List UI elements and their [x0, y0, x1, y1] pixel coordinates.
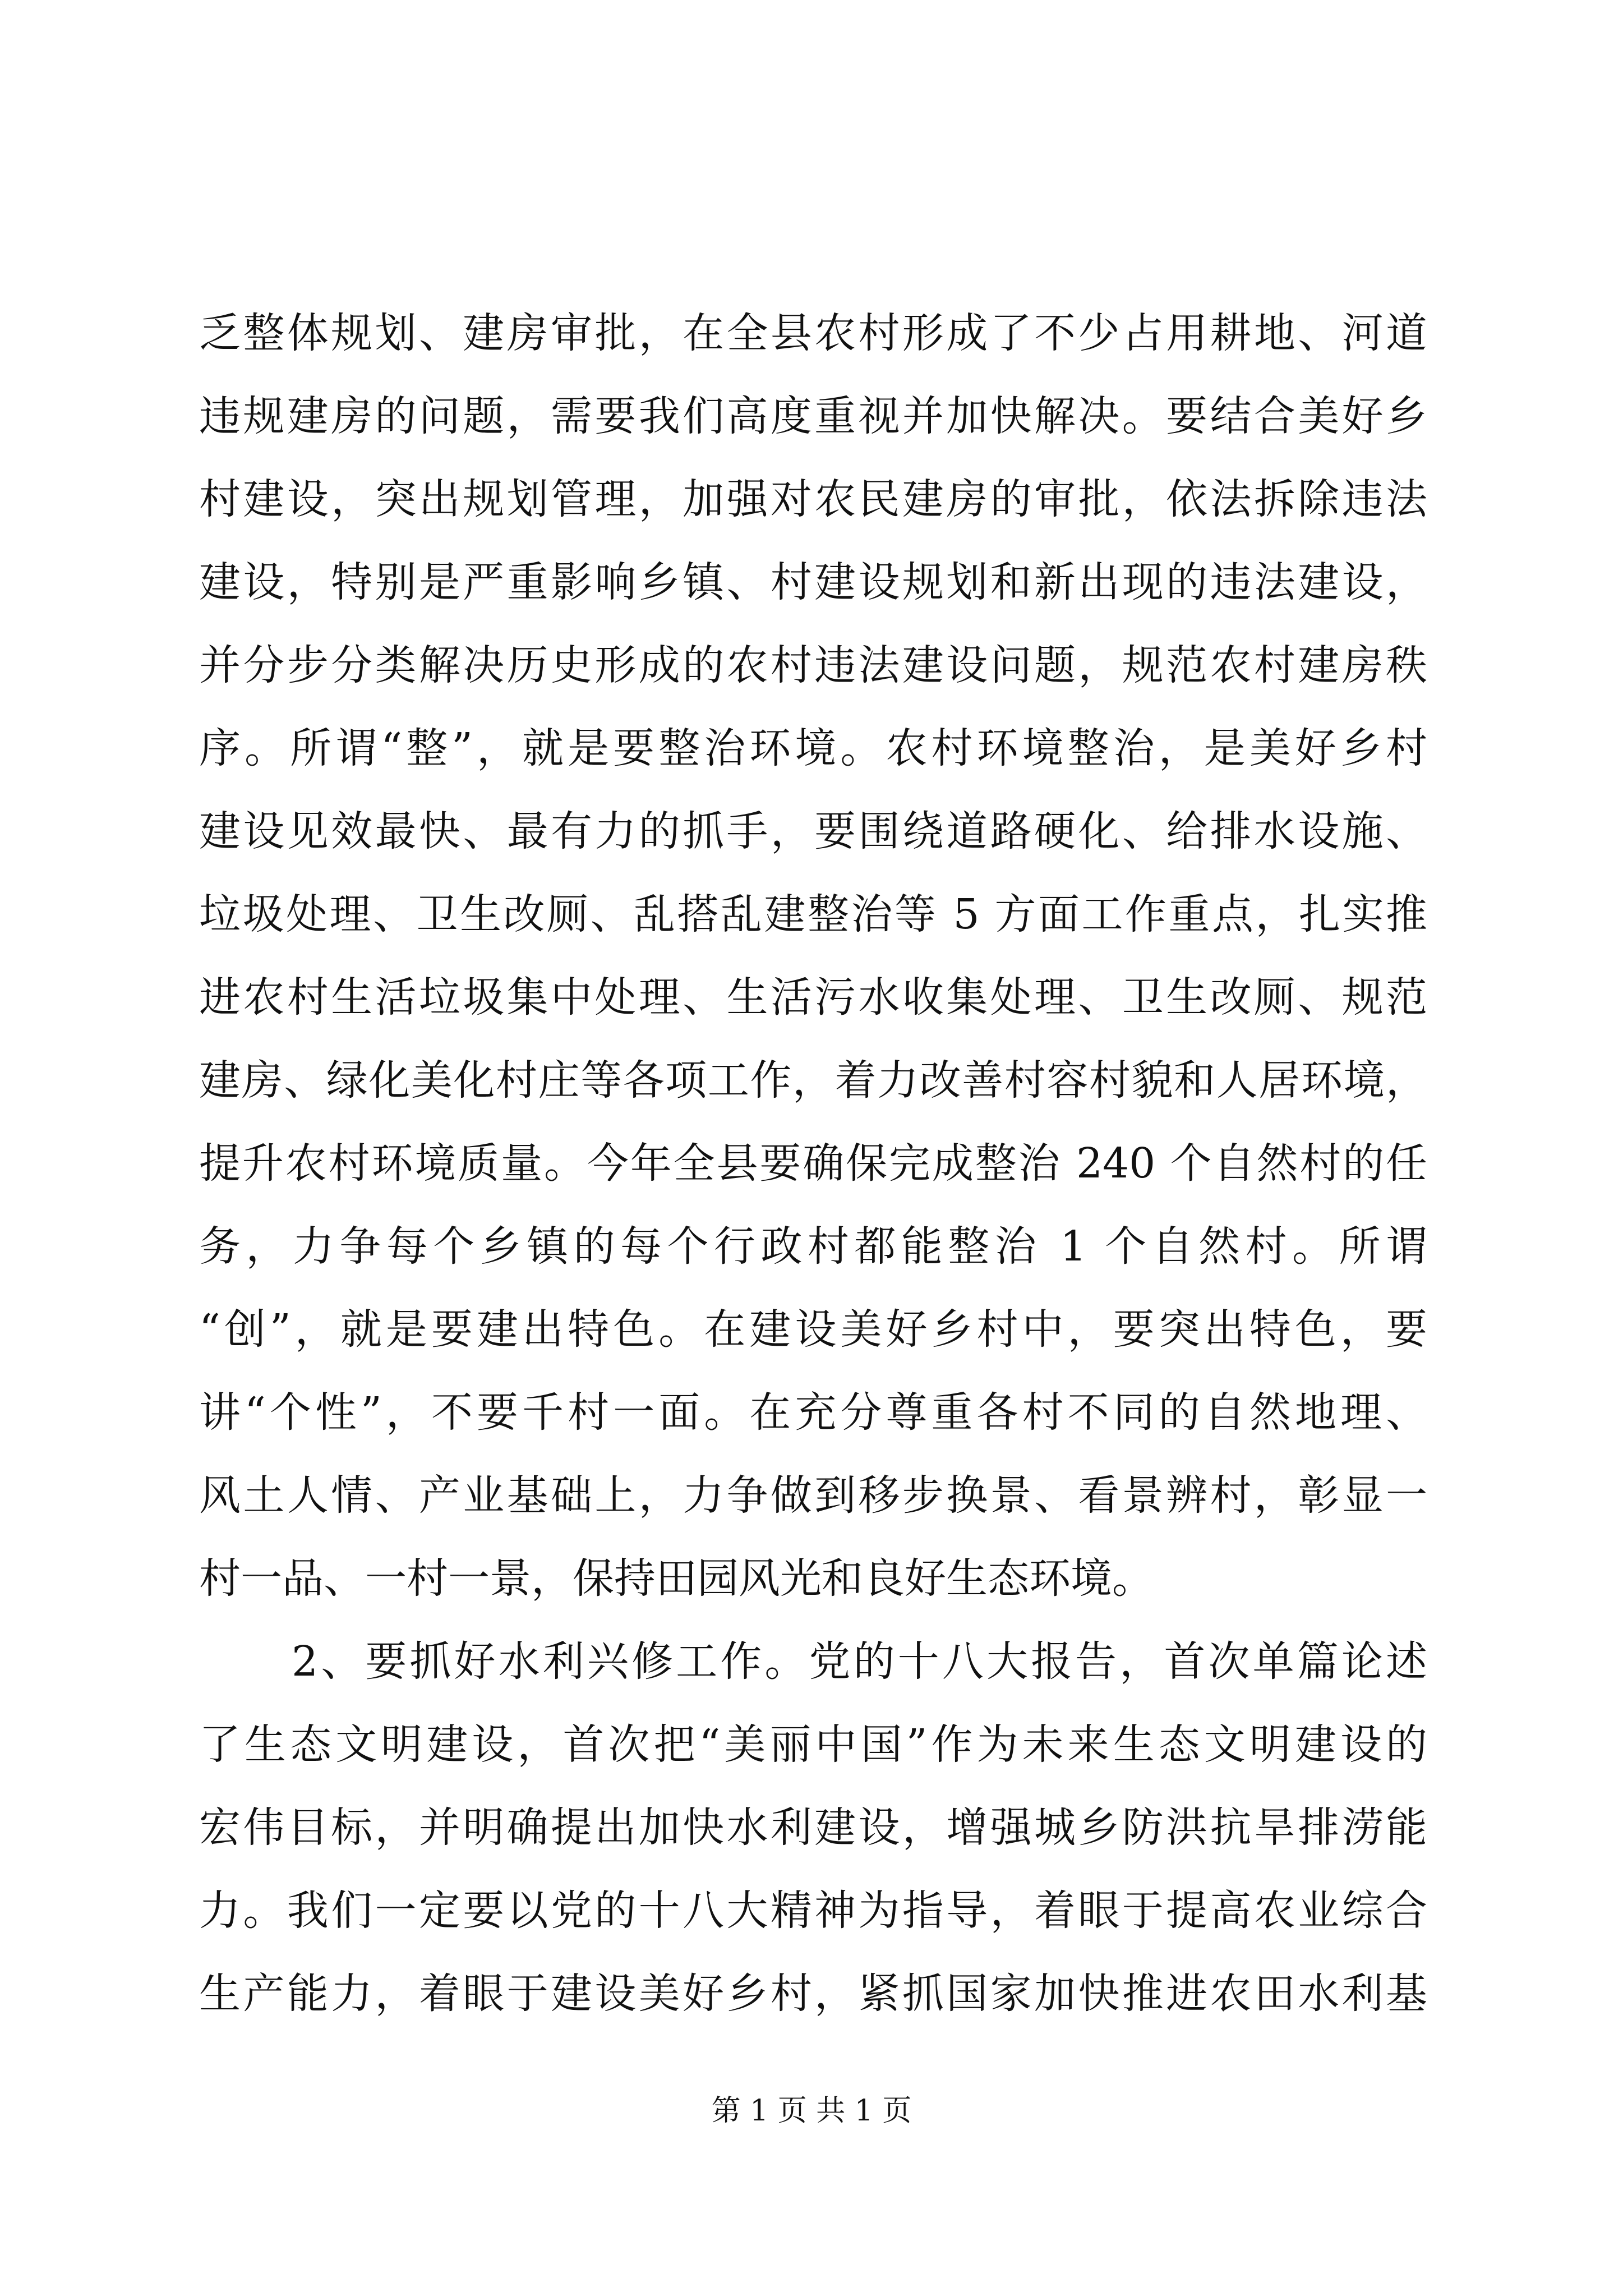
text-line: 建房、绿化美化村庄等各项工作，着力改善村容村貌和人居环境， — [199, 1056, 1427, 1105]
page-footer: 第 1 页 共 1 页 — [711, 2094, 912, 2128]
text-line: 垃圾处理、卫生改厕、乱搭乱建整治等 5 方面工作重点，扎实推 — [199, 890, 1427, 938]
text-line: 力。我们一定要以党的十八大精神为指导，着眼于提高农业综合 — [199, 1887, 1427, 1935]
text-line: 讲“个性”，不要千村一面。在充分尊重各村不同的自然地理、 — [199, 1388, 1427, 1437]
text-line: 提升农村环境质量。今年全县要确保完成整治 240 个自然村的任 — [199, 1139, 1427, 1188]
text-line: 并分步分类解决历史形成的农村违法建设问题，规范农村建房秩 — [199, 641, 1427, 689]
text-line: 建设，特别是严重影响乡镇、村建设规划和新出现的违法建设， — [199, 558, 1427, 606]
text-line: 2、要抓好水利兴修工作。党的十八大报告，首次单篇论述 — [292, 1637, 1427, 1686]
text-line: 村建设，突出规划管理，加强对农民建房的审批，依法拆除违法 — [199, 475, 1427, 523]
text-line: 违规建房的问题，需要我们高度重视并加快解决。要结合美好乡 — [199, 392, 1427, 440]
text-line: 生产能力，着眼于建设美好乡村，紧抓国家加快推进农田水利基 — [199, 1970, 1427, 2018]
text-line: 建设见效最快、最有力的抓手，要围绕道路硬化、给排水设施、 — [199, 807, 1427, 855]
text-line: 了生态文明建设，首次把“美丽中国”作为未来生态文明建设的 — [199, 1720, 1427, 1769]
text-line: 务，力争每个乡镇的每个行政村都能整治 1 个自然村。所谓 — [199, 1222, 1427, 1271]
text-line: 序。所谓“整”，就是要整治环境。农村环境整治，是美好乡村 — [199, 724, 1427, 772]
text-line: 风土人情、产业基础上，力争做到移步换景、看景辨村，彰显一 — [199, 1471, 1427, 1520]
text-line: “创”，就是要建出特色。在建设美好乡村中，要突出特色，要 — [199, 1305, 1427, 1354]
document-body — [199, 292, 1427, 2035]
text-line: 宏伟目标，并明确提出加快水利建设，增强城乡防洪抗旱排涝能 — [199, 1803, 1427, 1852]
text-line: 进农村生活垃圾集中处理、生活污水收集处理、卫生改厕、规范 — [199, 973, 1427, 1022]
text-line: 村一品、一村一景，保持田园风光和良好生态环境。 — [199, 1554, 1154, 1603]
text-line: 乏整体规划、建房审批，在全县农村形成了不少占用耕地、河道 — [199, 309, 1427, 357]
